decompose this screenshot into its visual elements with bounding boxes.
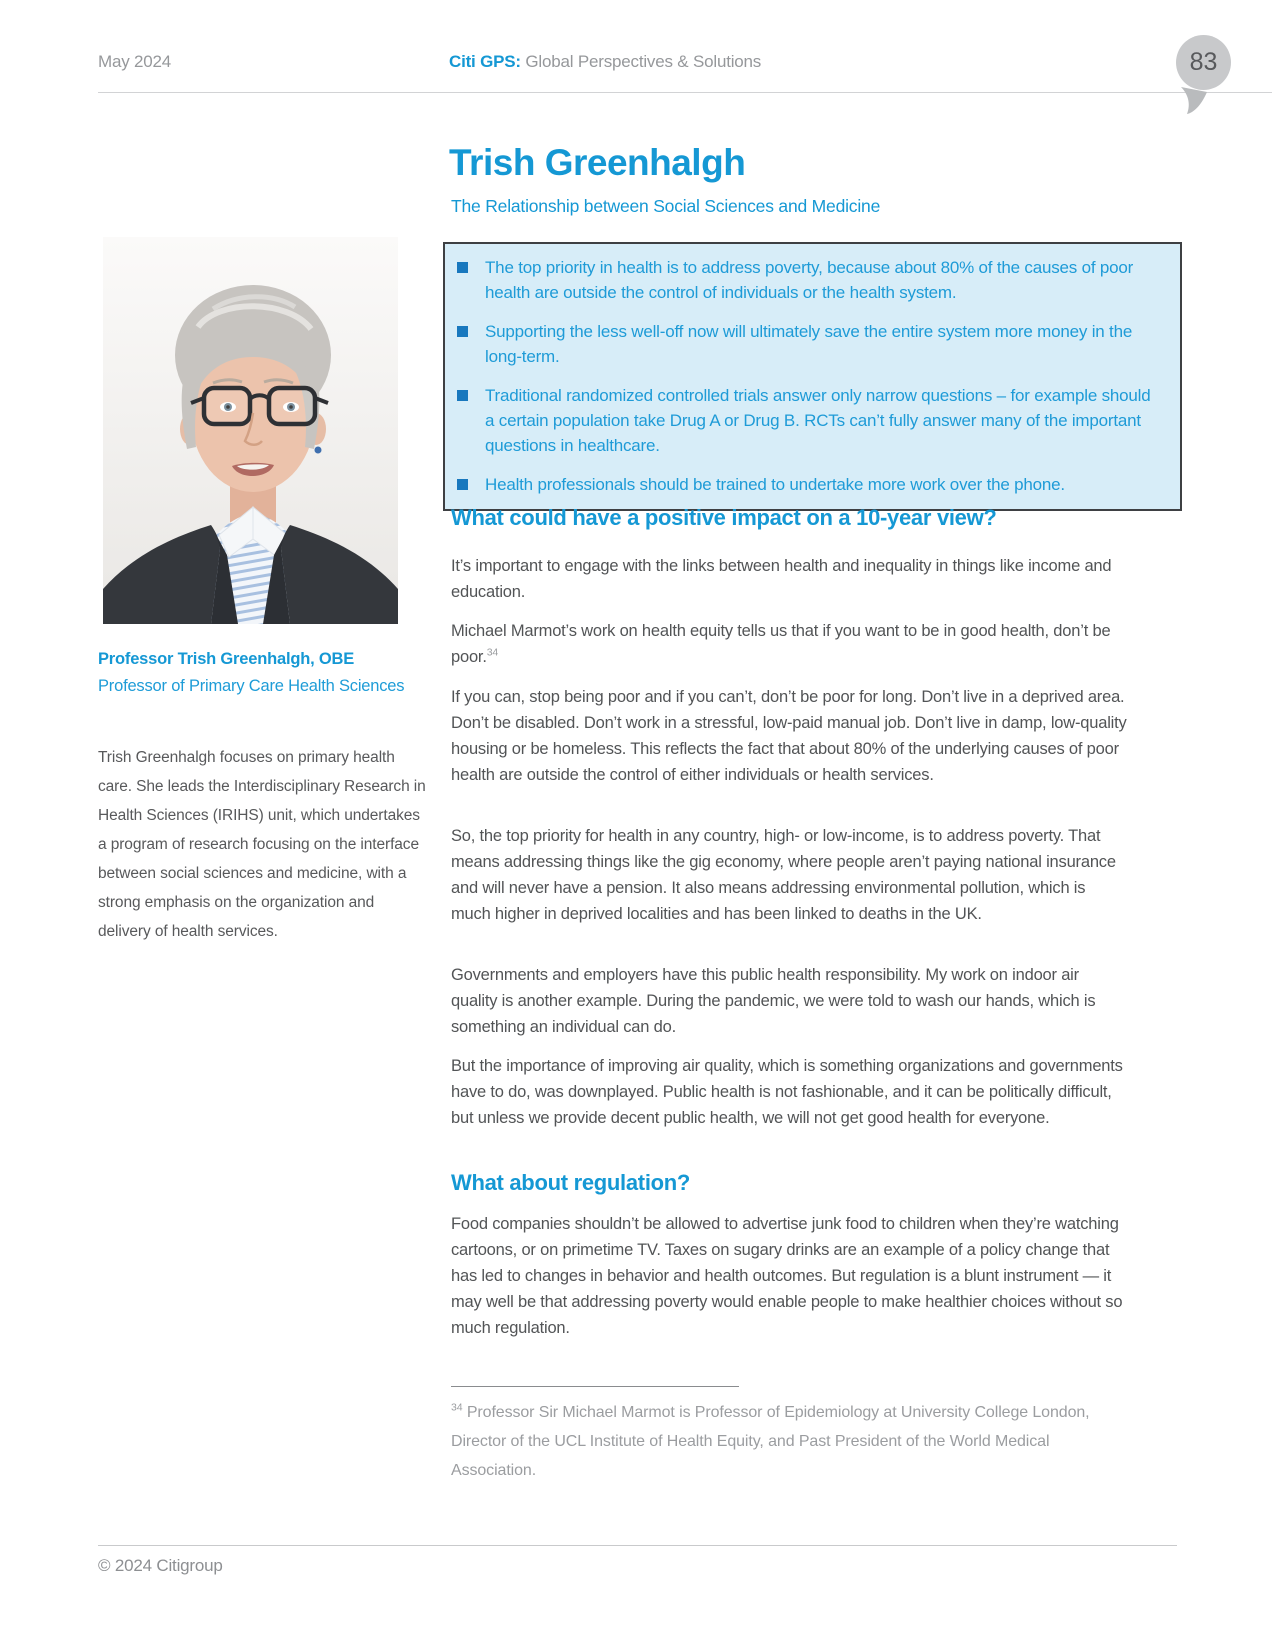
profile-name: Professor Trish Greenhalgh, OBE [98,650,355,668]
key-point [457,255,1162,305]
bullet-square-icon [457,390,468,401]
paragraph: If you can, stop being poor and if you can’t, don’t be poor for long. Don’t live in a deprived area. Don’t be disabled. Don’t work in a stressful, low-paid manual job. Don’t live in damp, low-quality housing or be homeless. This reflects the fact that about 80% of the underlying causes of poor health are outside the control of either individuals or health services. [451,688,1127,784]
footnote-text: Professor Sir Michael Marmot is Professor of Epidemiology at University College London, Director of the UCL Institute of Health Equity, and Past President of the World Medical Association. [451,1404,1090,1479]
paragraph: So, the top priority for health in any country, high- or low-income, is to address poverty. That means addressing things like the gig economy, where people aren’t paying national insurance and will never have a pension. It also means addressing environmental pollution, which is much higher in deprived localities and has been linked to deaths in the UK. [451,827,1116,923]
bullet-square-icon [457,479,468,490]
key-point [457,383,1162,458]
copyright: © 2024 Citigroup [98,1556,223,1575]
footnote-reference: 34 [486,646,498,659]
key-point [457,472,1162,497]
article-title: Trish Greenhalgh [449,142,746,183]
key-point-text: The top priority in health is to address poverty, because about 80% of the causes of poor health are outside the control of individuals or the health system. [485,258,1134,302]
footnote [451,1398,1129,1485]
key-point [457,319,1162,369]
profile-role: Professor of Primary Care Health Sciences [98,677,405,695]
portrait-photo [103,237,398,624]
paragraph-text: Michael Marmot’s work on health equity tells us that if you want to be in good health, don’t be poor. [451,622,1111,666]
paragraph: Food companies shouldn’t be allowed to advertise junk food to children when they’re watching cartoons, or on primetime TV. Taxes on sugary drinks are an example of a policy change that has led to changes in behavior and health outcomes. But regulation is a blunt instrument — it may well be that addressing poverty would enable people to make healthier choices without so much regulation. [451,1215,1123,1337]
article-subtitle: The Relationship between Social Sciences and Medicine [451,196,881,216]
key-point-text: Health professionals should be trained to undertake more work over the phone. [485,475,1065,494]
header-date: May 2024 [98,52,172,71]
brand-suffix: Global Perspectives & Solutions [525,52,762,71]
footnote-divider [451,1386,739,1387]
badge-tail-icon [1179,86,1209,116]
page-number: 83 [1189,48,1218,76]
profile-bio: Trish Greenhalgh focuses on primary health care. She leads the Interdisciplinary Research in Health Sciences (IRIHS) unit, which undertakes a program of research focusing on the interface between social sciences and medicine, with a strong emphasis on the organization and delivery of health services. [98,748,426,940]
header-brand [449,52,761,72]
section-heading: What about regulation? [451,1170,691,1195]
footer-divider [98,1545,1177,1546]
paragraph: Governments and employers have this public health responsibility. My work on indoor air quality is another example. During the pandemic, we were told to wash our hands, which is something an individual can do. [451,966,1096,1036]
key-point-text: Supporting the less well-off now will ultimately save the entire system more money in the long-term. [485,322,1133,366]
paragraph: It’s important to engage with the links between health and inequality in things like income and education. [451,557,1112,601]
key-points-box [443,242,1182,511]
section-heading: What could have a positive impact on a 10-year view? [451,505,997,530]
key-point-text: Traditional randomized controlled trials answer only narrow questions – for example should a certain population take Drug A or Drug B. RCTs can’t fully answer many of the important questions in healthcare. [485,386,1151,455]
paragraph [451,618,1129,670]
footnote-marker: 34 [451,1401,463,1414]
bullet-square-icon [457,262,468,273]
header-divider [98,92,1272,93]
paragraph: But the importance of improving air quality, which is something organizations and governments have to do, was downplayed. Public health is not fashionable, and it can be politically difficult, but unless we provide decent public health, we will not get good health for everyone. [451,1057,1123,1127]
bullet-square-icon [457,326,468,337]
brand-name: Citi GPS: [449,52,521,71]
page-number-badge [1176,35,1231,90]
